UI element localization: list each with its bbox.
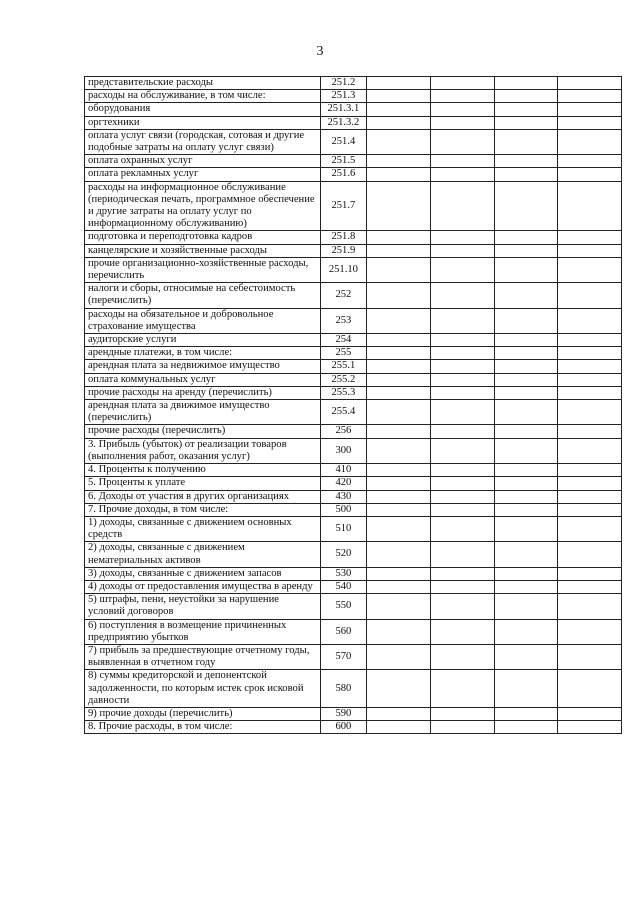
value-cell <box>558 425 622 438</box>
value-cell <box>558 542 622 567</box>
row-name: арендные платежи, в том числе: <box>85 347 321 360</box>
value-cell <box>430 116 494 129</box>
value-cell <box>494 721 558 734</box>
value-cell <box>558 334 622 347</box>
value-cell <box>430 360 494 373</box>
table-row <box>85 594 622 619</box>
value-cell <box>367 477 431 490</box>
value-cell <box>430 129 494 154</box>
value-cell <box>558 257 622 282</box>
table-row <box>85 490 622 503</box>
report-table <box>84 76 622 734</box>
row-code: 580 <box>320 670 367 708</box>
value-cell <box>430 181 494 231</box>
row-name: 3) доходы, связанные с движением запасов <box>85 567 321 580</box>
value-cell <box>494 116 558 129</box>
value-cell <box>558 670 622 708</box>
value-cell <box>494 334 558 347</box>
value-cell <box>367 438 431 463</box>
table-row <box>85 438 622 463</box>
row-name: 7) прибыль за предшествующие отчетному годы, выявленная в отчетном году <box>85 644 321 669</box>
table-row <box>85 644 622 669</box>
value-cell <box>494 425 558 438</box>
row-code: 255.4 <box>320 400 367 425</box>
table-row <box>85 129 622 154</box>
value-cell <box>367 90 431 103</box>
row-code: 530 <box>320 567 367 580</box>
row-code: 251.4 <box>320 129 367 154</box>
value-cell <box>558 721 622 734</box>
row-name: расходы на обязательное и добровольное страхование имущества <box>85 308 321 333</box>
table-row <box>85 670 622 708</box>
row-code: 251.3.2 <box>320 116 367 129</box>
page-number: 3 <box>316 44 324 59</box>
value-cell <box>558 283 622 308</box>
table-row <box>85 373 622 386</box>
row-name: 8) суммы кредиторской и депонентской задолженности, по которым истек срок исковой давности <box>85 670 321 708</box>
value-cell <box>494 308 558 333</box>
value-cell <box>430 400 494 425</box>
row-code: 520 <box>320 542 367 567</box>
row-name: расходы на обслуживание, в том числе: <box>85 90 321 103</box>
row-name: аудиторские услуги <box>85 334 321 347</box>
value-cell <box>430 503 494 516</box>
table-row <box>85 477 622 490</box>
table-row <box>85 244 622 257</box>
value-cell <box>558 181 622 231</box>
row-code: 255.1 <box>320 360 367 373</box>
row-code: 251.10 <box>320 257 367 282</box>
row-name: 8. Прочие расходы, в том числе: <box>85 721 321 734</box>
value-cell <box>367 567 431 580</box>
value-cell <box>558 438 622 463</box>
value-cell <box>367 168 431 181</box>
value-cell <box>430 155 494 168</box>
value-cell <box>558 503 622 516</box>
value-cell <box>494 707 558 720</box>
value-cell <box>430 707 494 720</box>
value-cell <box>367 670 431 708</box>
row-name: оборудования <box>85 103 321 116</box>
value-cell <box>430 670 494 708</box>
row-name: канцелярские и хозяйственные расходы <box>85 244 321 257</box>
value-cell <box>367 77 431 90</box>
row-code: 255 <box>320 347 367 360</box>
row-name: 6) поступления в возмещение причиненных предприятию убытков <box>85 619 321 644</box>
value-cell <box>430 594 494 619</box>
row-code: 410 <box>320 464 367 477</box>
value-cell <box>430 283 494 308</box>
value-cell <box>367 244 431 257</box>
table-row <box>85 90 622 103</box>
value-cell <box>367 594 431 619</box>
row-code: 255.3 <box>320 386 367 399</box>
value-cell <box>494 103 558 116</box>
value-cell <box>494 347 558 360</box>
value-cell <box>558 464 622 477</box>
row-name: 3. Прибыль (убыток) от реализации товаров (выполнения работ, оказания услуг) <box>85 438 321 463</box>
table-row <box>85 231 622 244</box>
value-cell <box>430 168 494 181</box>
row-name: прочие расходы (перечислить) <box>85 425 321 438</box>
table-row <box>85 308 622 333</box>
row-code: 590 <box>320 707 367 720</box>
value-cell <box>367 516 431 541</box>
table-row <box>85 168 622 181</box>
row-code: 251.9 <box>320 244 367 257</box>
row-code: 420 <box>320 477 367 490</box>
table-row <box>85 103 622 116</box>
row-name: подготовка и переподготовка кадров <box>85 231 321 244</box>
value-cell <box>367 707 431 720</box>
table-row <box>85 116 622 129</box>
row-name: прочие организационно-хозяйственные расходы, перечислить <box>85 257 321 282</box>
value-cell <box>494 542 558 567</box>
value-cell <box>494 373 558 386</box>
value-cell <box>558 103 622 116</box>
value-cell <box>430 77 494 90</box>
row-name: расходы на информационное обслуживание (периодическая печать, программное обеспечение и другие затраты на оплату услуг по информационному обслуживанию) <box>85 181 321 231</box>
value-cell <box>494 129 558 154</box>
row-name: оплата коммунальных услуг <box>85 373 321 386</box>
row-name: налоги и сборы, относимые на себестоимость (перечислить) <box>85 283 321 308</box>
report-table-body <box>85 77 622 734</box>
value-cell <box>558 619 622 644</box>
value-cell <box>494 490 558 503</box>
value-cell <box>430 257 494 282</box>
row-name: 5) штрафы, пени, неустойки за нарушение условий договоров <box>85 594 321 619</box>
row-name: арендная плата за движимое имущество (перечислить) <box>85 400 321 425</box>
row-code: 254 <box>320 334 367 347</box>
value-cell <box>494 155 558 168</box>
row-name: оргтехники <box>85 116 321 129</box>
value-cell <box>558 386 622 399</box>
row-code: 600 <box>320 721 367 734</box>
value-cell <box>494 168 558 181</box>
table-row <box>85 77 622 90</box>
row-code: 251.7 <box>320 181 367 231</box>
value-cell <box>494 464 558 477</box>
row-name: 2) доходы, связанные с движением нематериальных активов <box>85 542 321 567</box>
row-name: 9) прочие доходы (перечислить) <box>85 707 321 720</box>
value-cell <box>494 594 558 619</box>
table-row <box>85 347 622 360</box>
value-cell <box>430 103 494 116</box>
table-row <box>85 360 622 373</box>
value-cell <box>558 594 622 619</box>
value-cell <box>558 308 622 333</box>
row-code: 256 <box>320 425 367 438</box>
value-cell <box>367 619 431 644</box>
value-cell <box>367 334 431 347</box>
value-cell <box>367 116 431 129</box>
row-code: 251.3 <box>320 90 367 103</box>
value-cell <box>494 400 558 425</box>
value-cell <box>494 386 558 399</box>
value-cell <box>494 477 558 490</box>
value-cell <box>558 490 622 503</box>
value-cell <box>494 567 558 580</box>
value-cell <box>494 231 558 244</box>
value-cell <box>367 155 431 168</box>
row-name: 4) доходы от предоставления имущества в аренду <box>85 580 321 593</box>
value-cell <box>494 244 558 257</box>
value-cell <box>367 283 431 308</box>
value-cell <box>494 181 558 231</box>
table-row <box>85 283 622 308</box>
value-cell <box>430 438 494 463</box>
value-cell <box>367 386 431 399</box>
value-cell <box>367 464 431 477</box>
row-name: 6. Доходы от участия в других организациях <box>85 490 321 503</box>
value-cell <box>430 386 494 399</box>
row-code: 300 <box>320 438 367 463</box>
row-code: 251.6 <box>320 168 367 181</box>
row-name: 7. Прочие доходы, в том числе: <box>85 503 321 516</box>
value-cell <box>367 129 431 154</box>
row-code: 252 <box>320 283 367 308</box>
value-cell <box>430 231 494 244</box>
row-name: арендная плата за недвижимое имущество <box>85 360 321 373</box>
value-cell <box>430 619 494 644</box>
value-cell <box>558 231 622 244</box>
value-cell <box>430 721 494 734</box>
value-cell <box>367 231 431 244</box>
table-row <box>85 503 622 516</box>
value-cell <box>558 516 622 541</box>
value-cell <box>558 360 622 373</box>
value-cell <box>430 90 494 103</box>
value-cell <box>430 334 494 347</box>
table-row <box>85 464 622 477</box>
table-row <box>85 400 622 425</box>
value-cell <box>558 244 622 257</box>
table-row <box>85 334 622 347</box>
value-cell <box>430 308 494 333</box>
value-cell <box>367 373 431 386</box>
row-name: прочие расходы на аренду (перечислить) <box>85 386 321 399</box>
row-name: оплата охранных услуг <box>85 155 321 168</box>
value-cell <box>558 155 622 168</box>
value-cell <box>430 477 494 490</box>
value-cell <box>430 464 494 477</box>
table-row <box>85 619 622 644</box>
row-code: 510 <box>320 516 367 541</box>
value-cell <box>367 425 431 438</box>
table-row <box>85 580 622 593</box>
value-cell <box>558 116 622 129</box>
row-code: 253 <box>320 308 367 333</box>
value-cell <box>558 347 622 360</box>
value-cell <box>494 516 558 541</box>
value-cell <box>367 360 431 373</box>
value-cell <box>558 707 622 720</box>
row-code: 500 <box>320 503 367 516</box>
value-cell <box>558 644 622 669</box>
value-cell <box>430 542 494 567</box>
row-code: 251.8 <box>320 231 367 244</box>
value-cell <box>367 103 431 116</box>
value-cell <box>430 567 494 580</box>
table-row <box>85 155 622 168</box>
row-code: 251.5 <box>320 155 367 168</box>
table-row <box>85 707 622 720</box>
value-cell <box>558 580 622 593</box>
value-cell <box>558 129 622 154</box>
table-row <box>85 181 622 231</box>
row-code: 570 <box>320 644 367 669</box>
row-name: оплата услуг связи (городская, сотовая и другие подобные затраты на оплату услуг связи) <box>85 129 321 154</box>
value-cell <box>494 580 558 593</box>
row-code: 251.3.1 <box>320 103 367 116</box>
value-cell <box>367 503 431 516</box>
value-cell <box>430 425 494 438</box>
value-cell <box>494 257 558 282</box>
row-code: 251.2 <box>320 77 367 90</box>
table-row <box>85 257 622 282</box>
table-row <box>85 386 622 399</box>
value-cell <box>494 503 558 516</box>
row-code: 560 <box>320 619 367 644</box>
value-cell <box>367 257 431 282</box>
value-cell <box>430 244 494 257</box>
value-cell <box>430 490 494 503</box>
value-cell <box>430 347 494 360</box>
row-code: 430 <box>320 490 367 503</box>
table-row <box>85 721 622 734</box>
row-code: 550 <box>320 594 367 619</box>
value-cell <box>558 373 622 386</box>
row-code: 255.2 <box>320 373 367 386</box>
value-cell <box>430 516 494 541</box>
value-cell <box>558 90 622 103</box>
value-cell <box>494 90 558 103</box>
value-cell <box>494 619 558 644</box>
value-cell <box>558 477 622 490</box>
table-row <box>85 567 622 580</box>
row-name: 4. Проценты к получению <box>85 464 321 477</box>
row-name: оплата рекламных услуг <box>85 168 321 181</box>
value-cell <box>367 347 431 360</box>
value-cell <box>558 400 622 425</box>
table-row <box>85 425 622 438</box>
value-cell <box>430 373 494 386</box>
value-cell <box>494 283 558 308</box>
value-cell <box>430 580 494 593</box>
row-name: 1) доходы, связанные с движением основных средств <box>85 516 321 541</box>
value-cell <box>494 670 558 708</box>
value-cell <box>367 400 431 425</box>
table-row <box>85 542 622 567</box>
value-cell <box>367 308 431 333</box>
value-cell <box>367 542 431 567</box>
value-cell <box>367 721 431 734</box>
value-cell <box>430 644 494 669</box>
value-cell <box>494 644 558 669</box>
value-cell <box>494 360 558 373</box>
value-cell <box>367 490 431 503</box>
row-code: 540 <box>320 580 367 593</box>
value-cell <box>367 181 431 231</box>
value-cell <box>367 580 431 593</box>
row-name: 5. Проценты к уплате <box>85 477 321 490</box>
value-cell <box>367 644 431 669</box>
value-cell <box>558 567 622 580</box>
table-row <box>85 516 622 541</box>
value-cell <box>494 77 558 90</box>
value-cell <box>558 168 622 181</box>
value-cell <box>558 77 622 90</box>
row-name: представительские расходы <box>85 77 321 90</box>
value-cell <box>494 438 558 463</box>
